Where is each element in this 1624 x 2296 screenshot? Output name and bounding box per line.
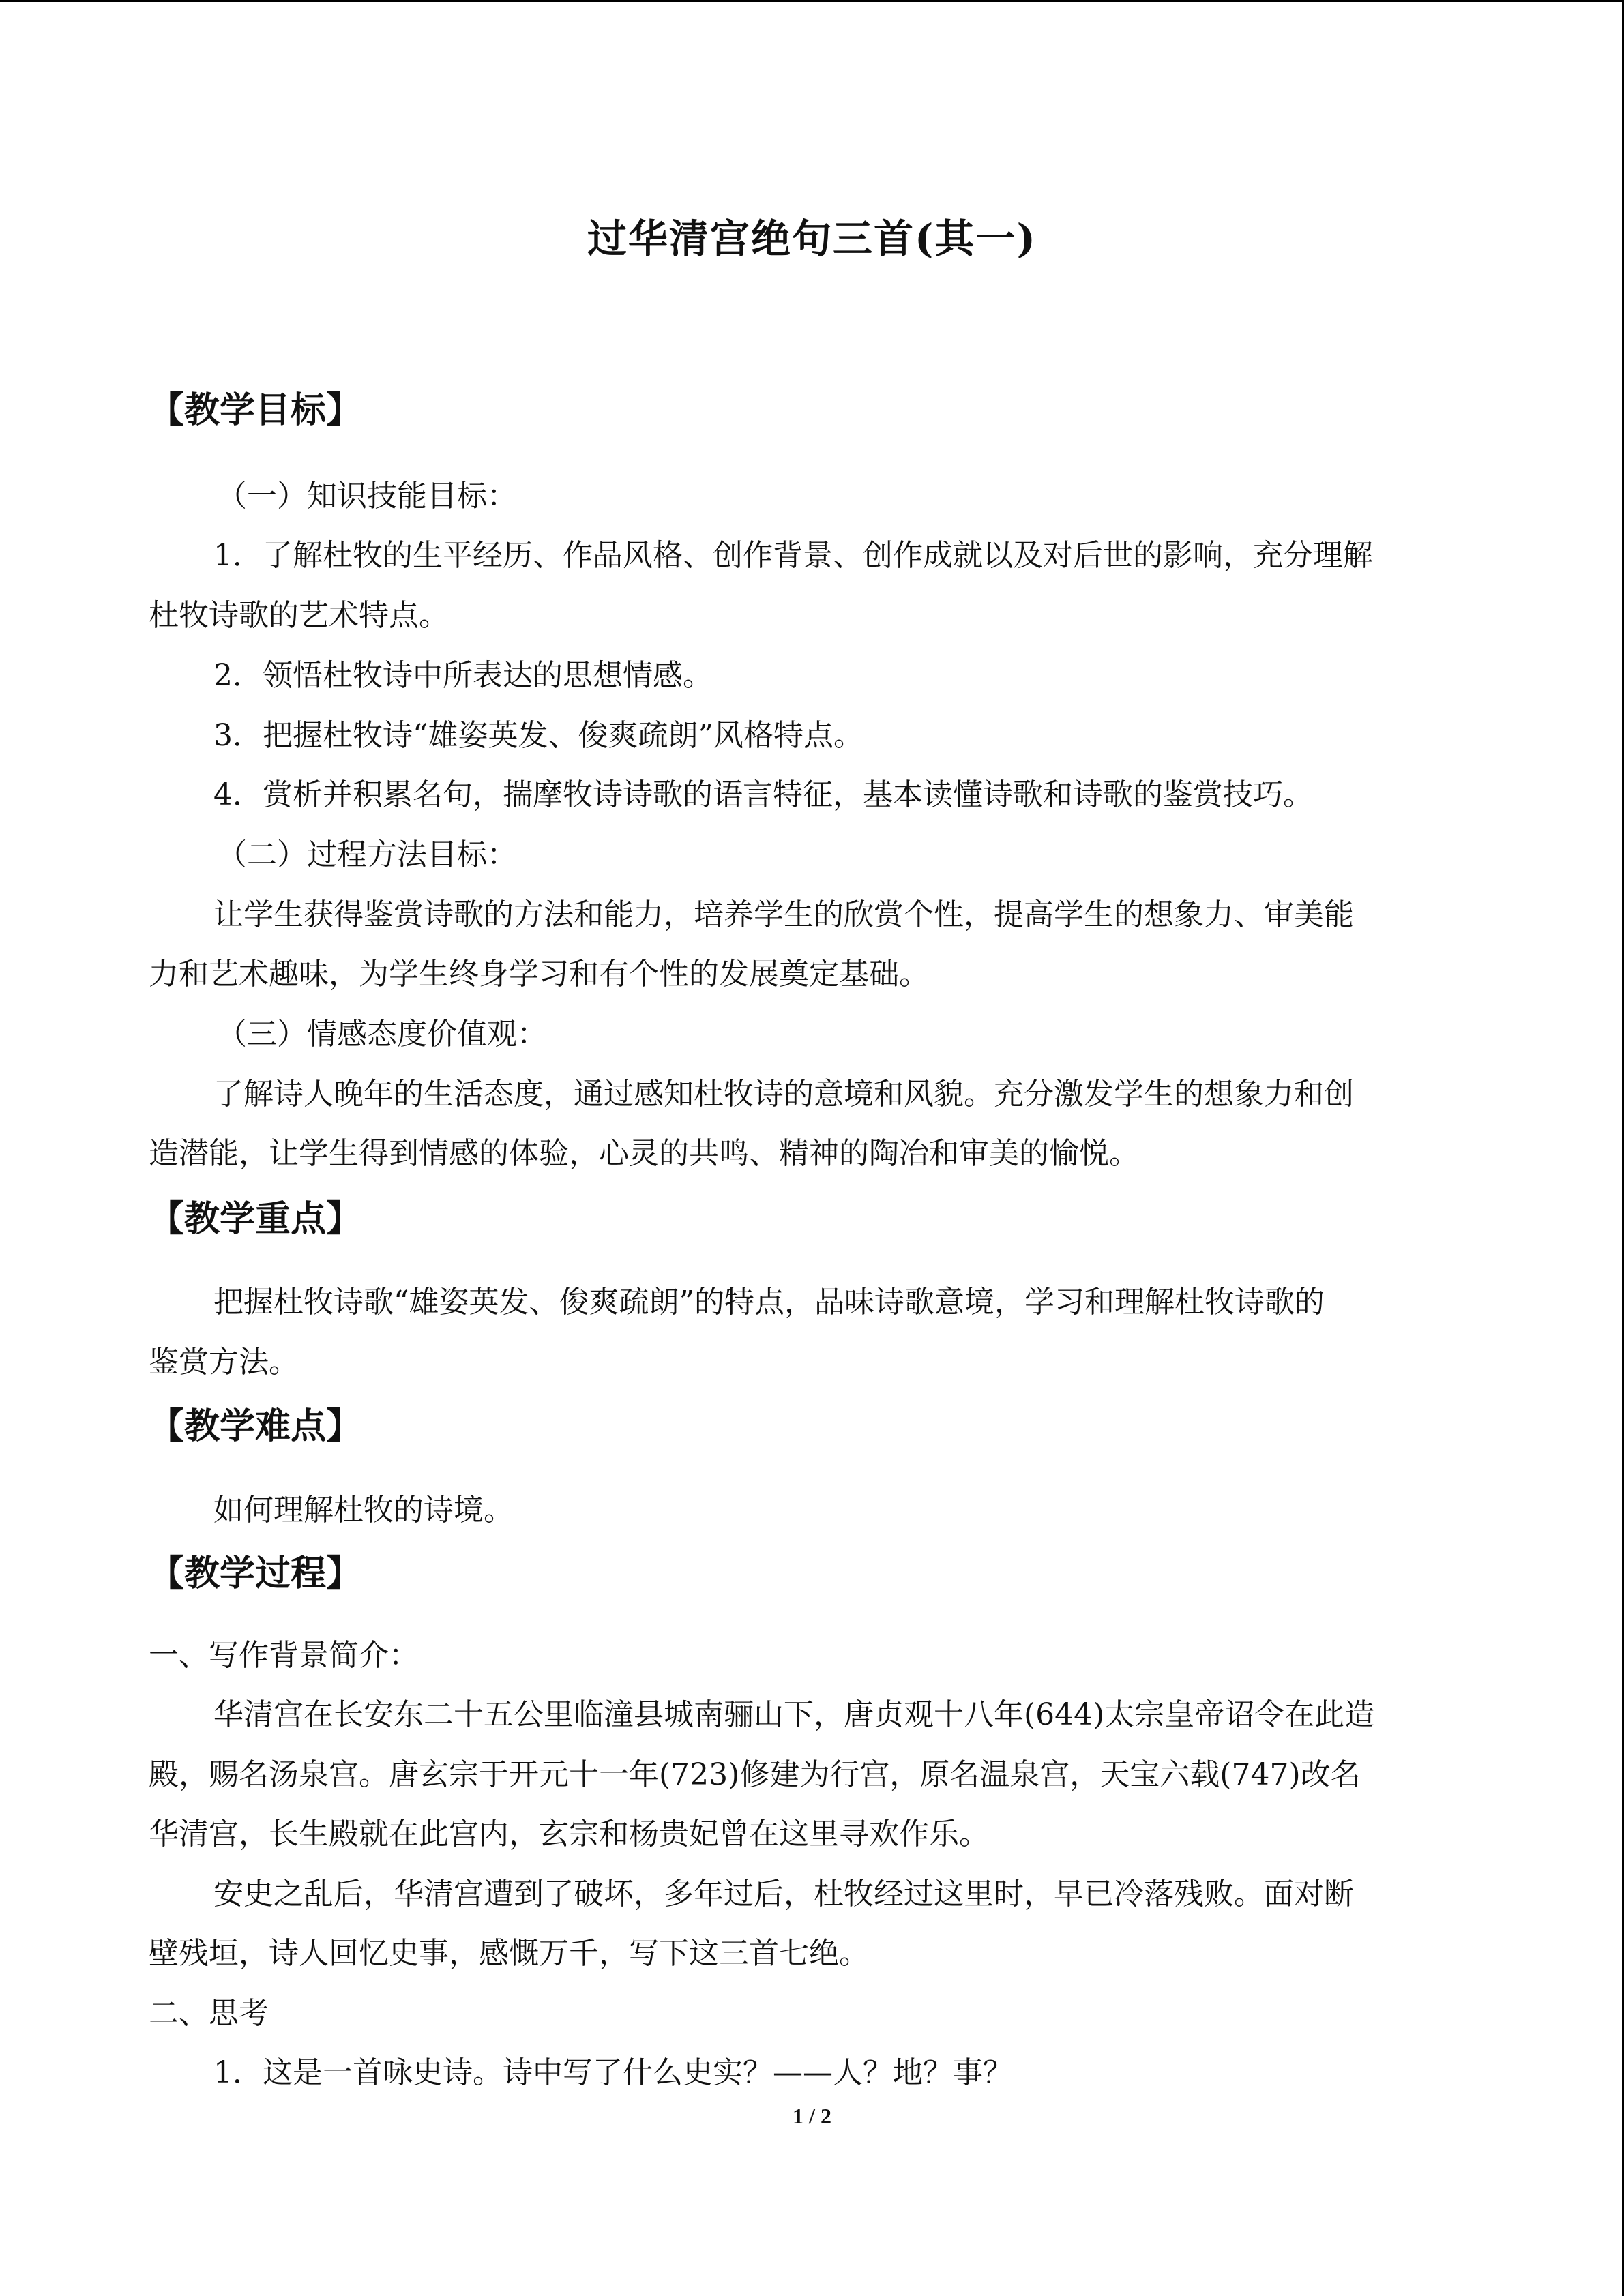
goal-2-text-line-2: 力和艺术趣味，为学生终身学习和有个性的发展奠定基础。 — [149, 957, 929, 992]
goal-3-text-line-1: 了解诗人晚年的生活态度，通过感知杜牧诗的意境和风貌。充分激发学生的想象力和创 — [213, 1077, 1354, 1112]
goal-1-item-1-line-1: 1．了解杜牧的生平经历、作品风格、创作背景、创作成就以及对后世的影响，充分理解 — [213, 538, 1373, 573]
goal-3-text-line-2: 造潜能，让学生得到情感的体验，心灵的共鸣、精神的陶冶和审美的愉悦。 — [149, 1136, 1139, 1171]
document-title: 过华清宫绝句三首(其一) — [587, 215, 1037, 262]
goal-3-heading: （三）情感态度价值观： — [217, 1017, 547, 1052]
key-points-line-1: 把握杜牧诗歌“雄姿英发、俊爽疏朗”的特点，品味诗歌意境，学习和理解杜牧诗歌的 — [213, 1285, 1325, 1320]
goal-1-heading: （一）知识技能目标： — [217, 479, 517, 513]
process-1-heading: 一、写作背景简介： — [149, 1638, 419, 1673]
heading-teaching-difficulties: 【教学难点】 — [149, 1405, 362, 1447]
process-1-para-1-line-3: 华清宫，长生殿就在此宫内，玄宗和杨贵妃曾在这里寻欢作乐。 — [149, 1817, 989, 1851]
goal-1-item-4: 4．赏析并积累名句，揣摩牧诗诗歌的语言特征，基本读懂诗歌和诗歌的鉴赏技巧。 — [213, 777, 1313, 812]
page-number: 1 / 2 — [793, 2104, 831, 2128]
process-1-para-2-line-2: 壁残垣，诗人回忆史事，感慨万千，写下这三首七绝。 — [149, 1936, 869, 1971]
process-2-heading: 二、思考 — [149, 1996, 269, 2031]
heading-teaching-process: 【教学过程】 — [149, 1553, 362, 1594]
heading-teaching-key-points: 【教学重点】 — [149, 1198, 362, 1240]
process-1-para-2-line-1: 安史之乱后，华清宫遭到了破坏，多年过后，杜牧经过这里时，早已冷落残败。面对断 — [213, 1877, 1354, 1911]
goal-2-heading: （二）过程方法目标： — [217, 837, 517, 872]
heading-teaching-goals: 【教学目标】 — [149, 389, 362, 431]
goal-1-item-3: 3．把握杜牧诗“雄姿英发、俊爽疏朗”风格特点。 — [213, 718, 863, 753]
process-1-para-1-line-1: 华清宫在长安东二十五公里临潼县城南骊山下，唐贞观十八年(644)太宗皇帝诏令在此造 — [213, 1697, 1375, 1732]
page-border-top — [0, 0, 1624, 2]
process-2-question-1: 1．这是一首咏史诗。诗中写了什么史实？——人？地？事？ — [213, 2055, 1013, 2090]
key-points-line-2: 鉴赏方法。 — [149, 1345, 299, 1380]
goal-1-item-2: 2．领悟杜牧诗中所表达的思想情感。 — [213, 658, 713, 693]
difficulty-text: 如何理解杜牧的诗境。 — [213, 1493, 514, 1527]
process-1-para-1-line-2: 殿，赐名汤泉宫。唐玄宗于开元十一年(723)修建为行宫，原名温泉宫，天宝六载(747)改名 — [149, 1757, 1361, 1792]
goal-2-text-line-1: 让学生获得鉴赏诗歌的方法和能力，培养学生的欣赏个性，提高学生的想象力、审美能 — [213, 897, 1354, 932]
goal-1-item-1-line-2: 杜牧诗歌的艺术特点。 — [149, 598, 449, 633]
